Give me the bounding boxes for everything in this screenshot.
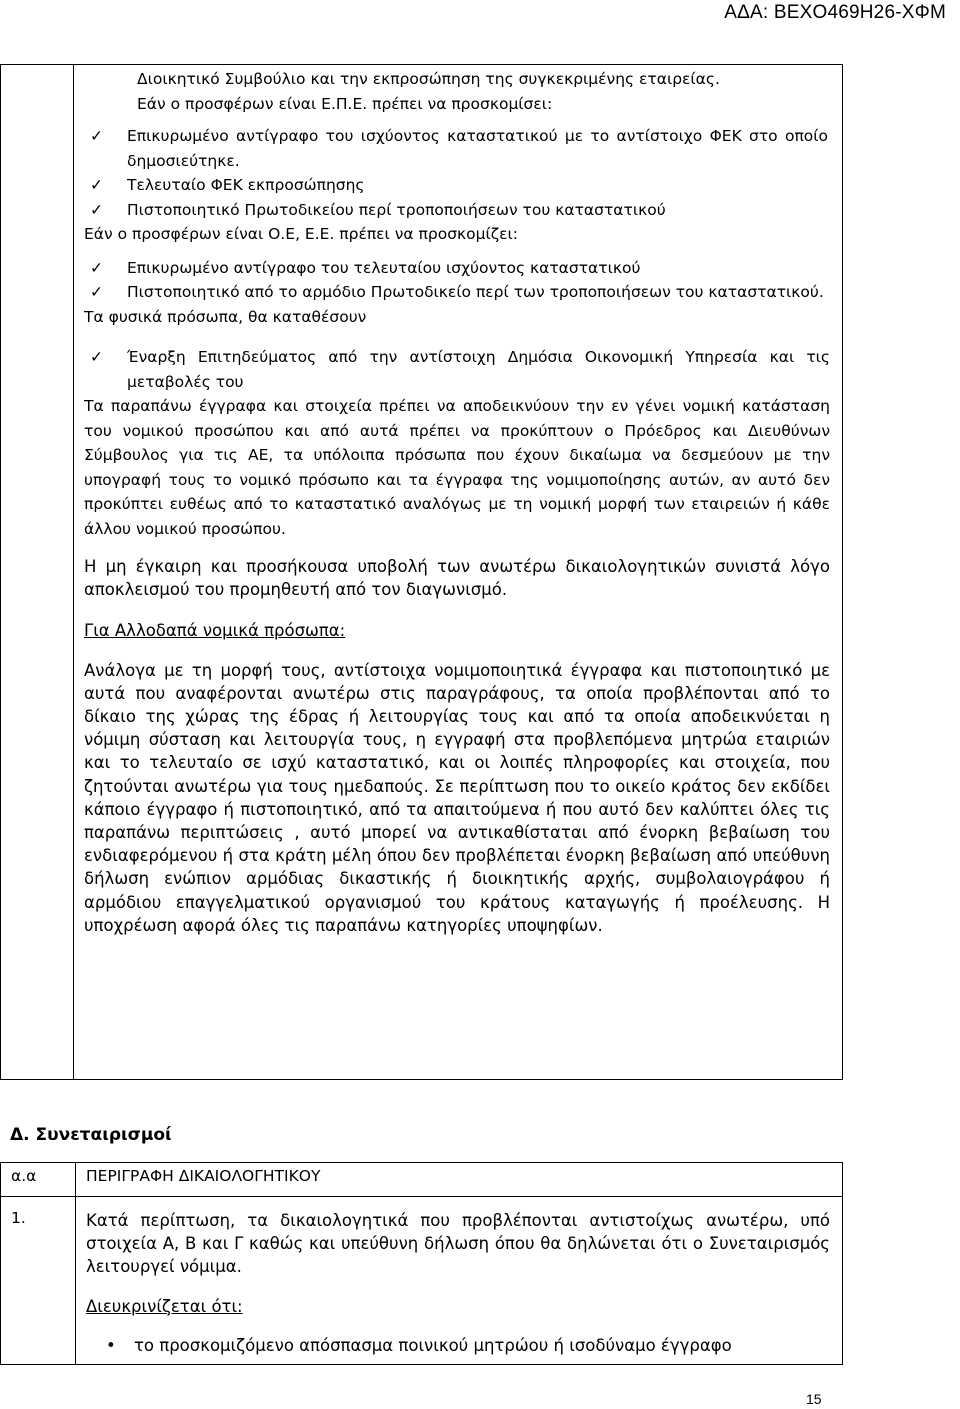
clarification-list — [86, 1334, 830, 1358]
epe-heading: Εάν ο προσφέρων είναι Ε.Π.Ε. πρέπει να προσκομίσει: — [137, 94, 553, 113]
check-icon: ✓ — [90, 200, 103, 219]
ada-code: ΑΔΑ: ΒΕΧΟ469Η26-ΧΦΜ — [724, 2, 946, 23]
check-icon: ✓ — [90, 127, 103, 145]
requirements-table — [0, 64, 843, 1080]
header-cell-description: ΠΕΡΙΓΡΑΦΗ ΔΙΚΑΙΟΛΟΓΗΤΙΚΟΥ — [76, 1163, 843, 1197]
check-icon: ✓ — [90, 176, 103, 194]
list-item: ✓ Τελευταίο ΦΕΚ εκπροσώπησης — [84, 173, 828, 198]
row-number: 1. — [1, 1197, 76, 1365]
section-title: Δ. Συνεταιρισμοί — [10, 1125, 172, 1145]
epe-list — [84, 124, 828, 222]
foreign-heading: Για Αλλοδαπά νομικά πρόσωπα: — [84, 621, 346, 641]
paragraph-exclusion: Η μη έγκαιρη και προσήκουσα υποβολή των ανωτέρω δικαιολογητικών συνιστά λόγο αποκλεισμού του προμηθευτή από τον διαγωνισμό. — [84, 557, 830, 600]
list-item: ✓ Πιστοποιητικό Πρωτοδικείου περί τροποποιήσεων του καταστατικού — [84, 198, 828, 223]
oe-heading: Εάν ο προσφέρων είναι Ο.Ε, Ε.Ε. πρέπει να προσκομίζει: — [84, 225, 519, 243]
natural-list — [84, 345, 830, 394]
number-column — [1, 65, 74, 1080]
description-column — [74, 65, 843, 1080]
list-item: ✓ Επικυρωμένο αντίγραφο του ισχύοντος καταστατικού με το αντίστοιχο ΦΕΚ στο οποίο δημοσιεύτηκε. — [84, 124, 828, 173]
clarification-heading: Διευκρινίζεται ότι: — [86, 1296, 243, 1316]
list-item: ✓ Πιστοποιητικό από το αρμόδιο Πρωτοδικείο περί των τροποποιήσεων του καταστατικού. — [84, 280, 830, 305]
row-description — [76, 1197, 843, 1365]
list-item: ✓ Έναρξη Επιτηδεύματος από την αντίστοιχη Δημόσια Οικονομική Υπηρεσία και τις μεταβολές του — [84, 345, 830, 394]
natural-persons-heading: Τα φυσικά πρόσωπα, θα καταθέσουν — [84, 307, 367, 326]
row-text: Κατά περίπτωση, τα δικαιολογητικά που προβλέπονται αντιστοίχως ανωτέρω, υπό στοιχεία Α, Β και Γ καθώς και υπεύθυνη δήλωση όπου θα δηλώνεται ότι ο Συνεταιρισμός λειτουργεί νόμιμα. — [86, 1211, 830, 1277]
bullet-icon: • — [106, 1335, 116, 1355]
oe-list — [84, 256, 830, 305]
paragraph-legal-status: Τα παραπάνω έγγραφα και στοιχεία πρέπει να αποδεικνύουν την εν γένει νομική κατάσταση του νομικού προσώπου και από αυτά πρέπει να προκύπτουν ο Πρόεδρος και Διευθύνων Σύμβουλος για τις ΑΕ, τα υπόλοιπα πρόσωπα που έχουν δικαίωμα να δεσμεύουν με την υπογραφή τους το νομικό πρόσωπο και τα έγγραφα της νομιμοποίησης αυτών, αν αυτό δεν προκύπτει ευθέως από το καταστατικό αναλόγως με τη νομική μορφή των εταιρειών ή κάθε άλλου νομικού προσώπου. — [84, 397, 830, 538]
paragraph-foreign: Ανάλογα με τη μορφή τους, αντίστοιχα νομιμοποιητικά έγγραφα και πιστοποιητικό με αυτά που αναφέρονται ανωτέρω στις παραγράφους, τα οποία προβλέπονται από το δίκαιο της χώρας της έδρας ή λειτουργίας τους και από τα οποία αποδεικνύεται η νόμιμη σύσταση και λειτουργία τους, η εγγραφή στα προβλεπόμενα μητρώα εταιριών και το τελευταίο σε ισχύ καταστατικό, και οι λοιπές πληροφορίες και στοιχεία, που ζητούνται ανωτέρω για τους ημεδαπούς. Σε περίπτωση που το οικείο κράτος δεν εκδίδει κάποιο έγγραφο ή πιστοποιητικό, από τα απαιτούμενα ή που αυτό δεν καλύπτει όλες τις παραπάνω περιπτώσεις , αυτό μπορεί να αντικαθίσταται από ένορκη βεβαίωση του ενδιαφερόμενου ή στα κράτη μέλη όπου δεν προβλέπεται ένορκη βεβαίωση από υπεύθυνη δήλωση ενώπιον αρμόδιας δικαστικής ή διοικητικής αρχής, συμβολαιογράφου ή αρμόδιου επαγγελματικού οργανισμού του κράτους καταγωγής ή προέλευσης. Η υποχρέωση αφορά όλες τις παραπάνω κατηγορίες υποψηφίων. — [84, 660, 830, 935]
check-icon: ✓ — [90, 258, 103, 277]
check-icon: ✓ — [90, 348, 103, 366]
list-item: ✓ Επικυρωμένο αντίγραφο του τελευταίου ισχύοντος καταστατικού — [84, 256, 830, 281]
list-item: • το προσκομιζόμενο απόσπασμα ποινικού μητρώου ή ισοδύναμο έγγραφο — [86, 1334, 830, 1358]
continuation-line: Διοικητικό Συμβούλιο και την εκπροσώπηση της συγκεκριμένης εταιρείας. — [137, 70, 720, 88]
header-cell-aa: α.α — [1, 1163, 76, 1197]
page-number: 15 — [806, 1391, 822, 1407]
cooperatives-table — [0, 1162, 843, 1365]
check-icon: ✓ — [90, 283, 103, 301]
